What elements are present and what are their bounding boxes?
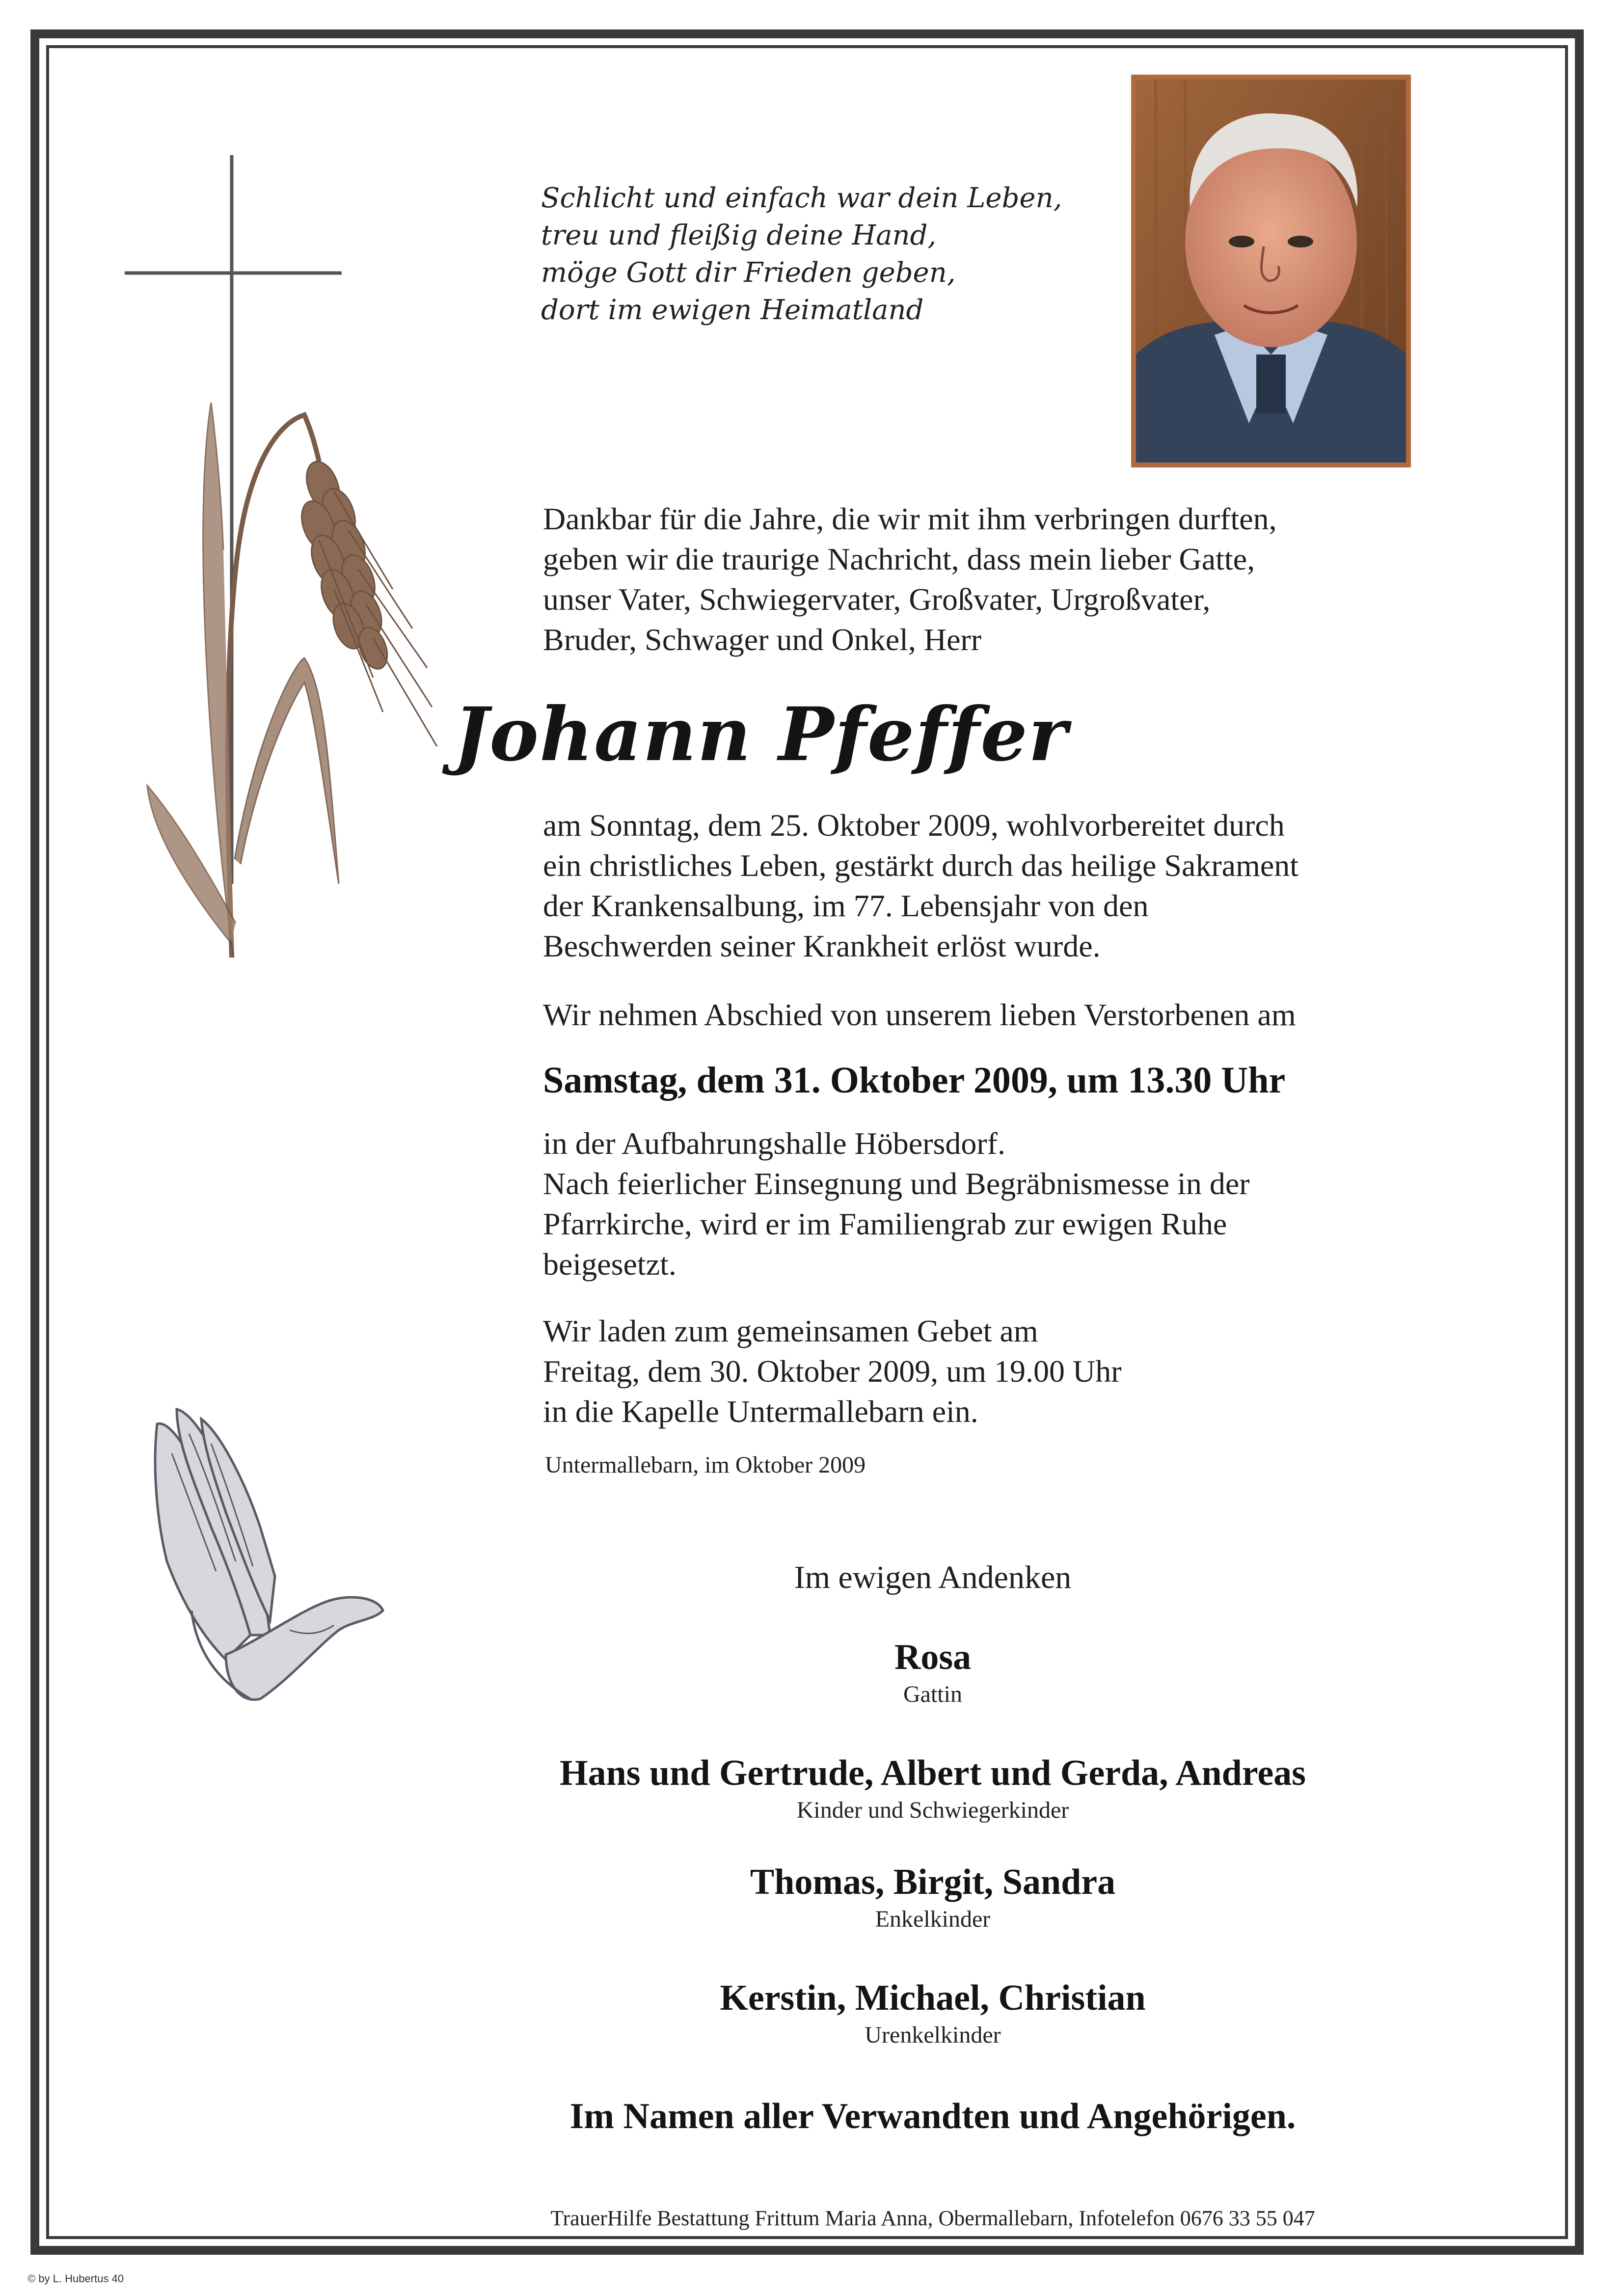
mourner-group <box>344 1751 1522 1826</box>
mourner-names: Kerstin, Michael, Christian <box>720 1978 1146 2018</box>
cross-wheat-illustration <box>118 147 461 972</box>
prayer-line: in die Kapelle Untermallebarn ein. <box>543 1394 978 1429</box>
funeral-details-line: in der Aufbahrungshalle Höbersdorf. <box>543 1126 1005 1161</box>
place-date: Untermallebarn, im Oktober 2009 <box>545 1452 866 1478</box>
funeral-date: Samstag, dem 31. Oktober 2009, um 13.30 Uhr <box>543 1060 1286 1101</box>
motto-line: dort im ewigen Heimatland <box>541 294 924 326</box>
mourner-names: Thomas, Birgit, Sandra <box>750 1862 1116 1902</box>
funeral-details-line: Nach feierlicher Einsegnung und Begräbnismesse in der <box>543 1166 1250 1201</box>
motto-line: Schlicht und einfach war dein Leben, <box>541 182 1062 214</box>
mourner-relation: Urenkelkinder <box>865 2022 1001 2048</box>
intro-line: Dankbar für die Jahre, die wir mit ihm verbringen durften, <box>543 501 1277 536</box>
intro-line: unser Vater, Schwiegervater, Großvater, Urgroßvater, <box>543 582 1211 617</box>
prayer-invitation-paragraph <box>543 1311 1476 1432</box>
intro-line: Bruder, Schwager und Onkel, Herr <box>543 622 982 657</box>
deceased-name: Johann Pfeffer <box>454 691 1068 778</box>
motto-verse <box>541 180 1081 329</box>
death-notice-line: ein christliches Leben, gestärkt durch das heilige Sakrament <box>543 848 1299 883</box>
mourner-names: Hans und Gertrude, Albert und Gerda, Andreas <box>560 1753 1306 1793</box>
motto-line: treu und fleißig deine Hand, <box>541 219 937 251</box>
closing-line: Im Namen aller Verwandten und Angehörigen. <box>569 2096 1296 2136</box>
mourner-relation: Enkelkinder <box>875 1906 991 1932</box>
mourner-group <box>344 1860 1522 1935</box>
portrait-photo <box>1136 80 1406 463</box>
motto-line: möge Gott dir Frieden geben, <box>541 257 956 289</box>
intro-paragraph <box>543 499 1476 660</box>
prayer-line: Freitag, dem 30. Oktober 2009, um 19.00 Uhr <box>543 1354 1122 1389</box>
death-notice-line: Beschwerden seiner Krankheit erlöst wurde. <box>543 929 1101 963</box>
memorial-heading: Im ewigen Andenken <box>794 1559 1072 1595</box>
death-notice-line: der Krankensalbung, im 77. Lebensjahr von den <box>543 888 1149 923</box>
wheat-icon <box>147 403 437 957</box>
funeral-details-line: beigesetzt. <box>543 1247 676 1282</box>
prayer-line: Wir laden zum gemeinsamen Gebet am <box>543 1313 1038 1348</box>
funeral-details-paragraph <box>543 1123 1476 1285</box>
death-notice-paragraph <box>543 805 1476 966</box>
death-notice-line: am Sonntag, dem 25. Oktober 2009, wohlvorbereitet durch <box>543 808 1285 843</box>
copyright-credit: © by L. Hubertus 40 <box>27 2272 124 2285</box>
farewell-intro <box>543 995 1476 1035</box>
farewell-intro-text: Wir nehmen Abschied von unserem lieben Verstorbenen am <box>543 997 1296 1032</box>
portrait-frame <box>1131 75 1411 467</box>
intro-line: geben wir die traurige Nachricht, dass mein lieber Gatte, <box>543 542 1255 576</box>
mourner-group <box>344 1635 1522 1710</box>
mourner-names: Rosa <box>894 1637 972 1677</box>
mourner-relation: Kinder und Schwiegerkinder <box>796 1797 1069 1823</box>
mourner-group <box>344 1976 1522 2050</box>
funeral-details-line: Pfarrkirche, wird er im Familiengrab zur ewigen Ruhe <box>543 1206 1227 1241</box>
mourner-relation: Gattin <box>903 1681 962 1707</box>
funeral-home-footer: TrauerHilfe Bestattung Frittum Maria Anna, Obermallebarn, Infotelefon 0676 33 55 047 <box>550 2206 1315 2230</box>
